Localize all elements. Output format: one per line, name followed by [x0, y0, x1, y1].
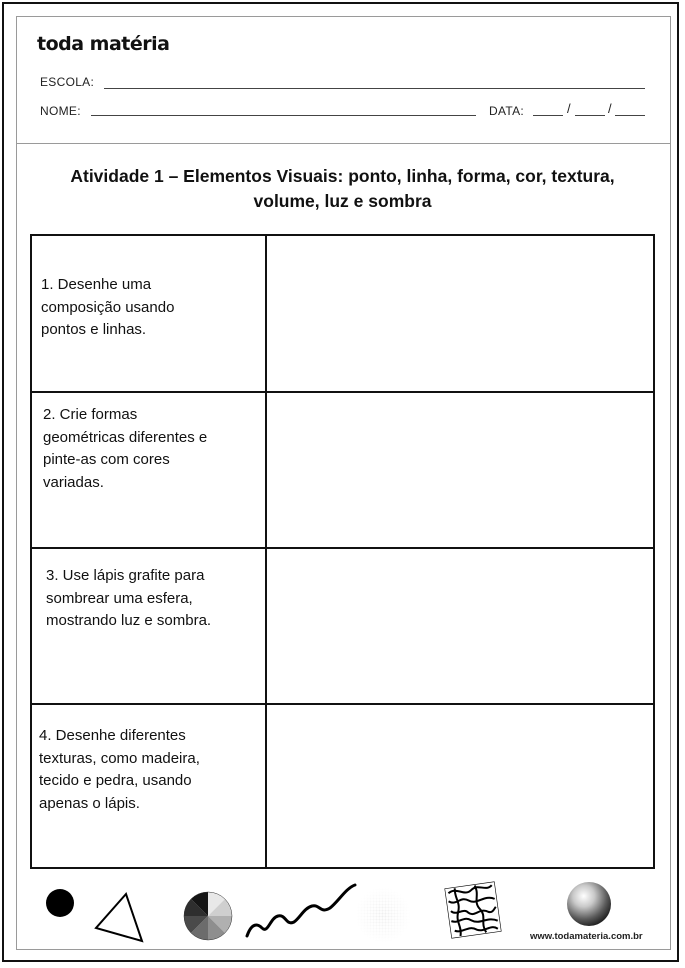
triangle-icon: [96, 894, 142, 941]
date-month-field[interactable]: [575, 115, 605, 116]
name-label: NOME:: [40, 104, 81, 118]
date-separator: /: [567, 101, 571, 116]
task-3-drawing-area[interactable]: [237, 547, 653, 701]
task-3-line: sombrear uma esfera,: [46, 589, 193, 607]
name-field[interactable]: [91, 115, 476, 116]
school-label: ESCOLA:: [40, 75, 95, 89]
task-2-text: [43, 404, 207, 494]
grayscale-wheel-icon: [184, 892, 232, 940]
task-4-line: 4. Desenhe diferentes: [39, 727, 186, 744]
task-3-line: mostrando luz e sombra.: [46, 612, 212, 629]
task-2-drawing-area[interactable]: [237, 391, 653, 545]
task-1-line: composição usando: [41, 298, 175, 316]
task-2-line: 2. Crie formas: [43, 406, 138, 423]
task-2-line: geométricas diferentes e: [43, 428, 208, 446]
header-divider: [17, 143, 670, 144]
dot-icon: [46, 889, 74, 917]
maze-texture-icon: [445, 882, 501, 938]
task-4-drawing-area[interactable]: [237, 703, 653, 867]
sphere-icon: [567, 882, 611, 926]
task-2-line: pinte-as com cores: [43, 451, 170, 468]
wavy-line-icon: [247, 885, 355, 936]
task-2-line: variadas.: [43, 473, 104, 491]
school-field[interactable]: [104, 88, 645, 89]
task-4-line: texturas, como madeira,: [39, 749, 200, 767]
task-1-line: pontos e linhas.: [41, 321, 147, 338]
date-year-field[interactable]: [615, 115, 645, 116]
date-separator: /: [608, 101, 612, 116]
task-1-text: [41, 274, 174, 342]
task-1-line: 1. Desenhe uma: [41, 276, 152, 293]
date-label: DATA:: [489, 104, 525, 118]
task-4-line: apenas o lápis.: [39, 794, 140, 812]
task-4-text: [39, 725, 200, 815]
activity-title: [30, 164, 655, 214]
halftone-icon: [353, 885, 413, 945]
task-1-drawing-area[interactable]: [237, 236, 653, 389]
title-line-1: Atividade 1 – Elementos Visuais: ponto, linha, forma, cor, textura,: [70, 166, 615, 186]
title-line-2: volume, luz e sombra: [253, 191, 432, 211]
date-day-field[interactable]: [533, 115, 563, 116]
website-url[interactable]: www.todamateria.com.br: [530, 931, 643, 942]
task-4-line: tecido e pedra, usando: [39, 772, 192, 789]
task-3-line: 3. Use lápis grafite para: [46, 567, 205, 584]
task-3-text: [46, 565, 211, 633]
logo: toda matéria: [37, 33, 170, 55]
